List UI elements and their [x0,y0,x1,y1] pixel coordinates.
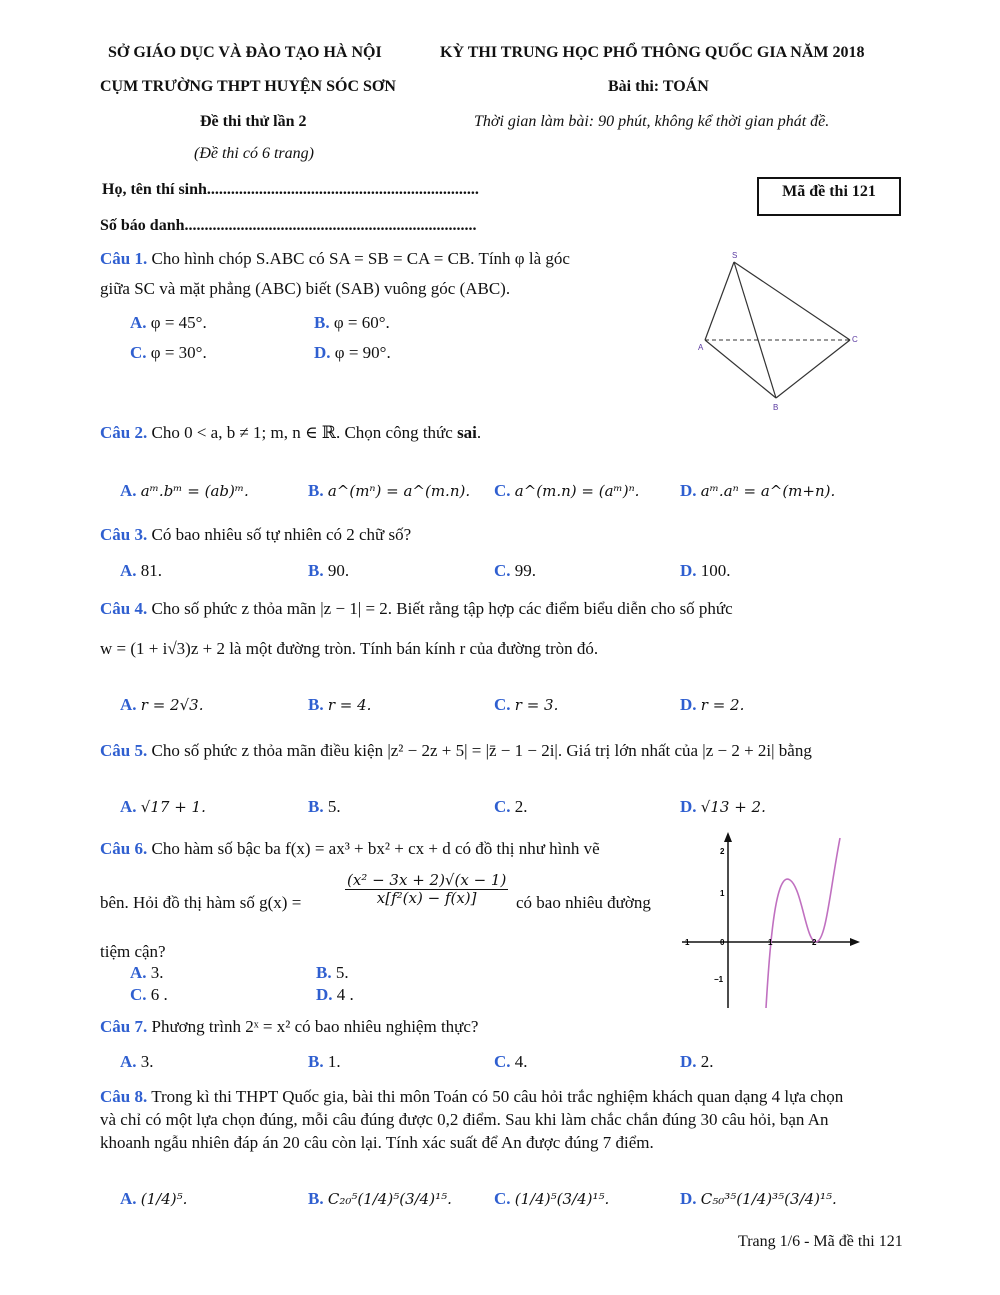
q4-option-d[interactable]: D. r = 2. [680,695,745,714]
q1-option-a[interactable]: A. φ = 45°. [130,313,207,332]
q3-number: Câu 3. [100,525,148,544]
q7-number: Câu 7. [100,1017,148,1036]
q8-text2: và chỉ có một lựa chọn đúng, mỗi câu đúng được 0,2 điểm. Sau khi làm chắc chắn đúng 30 câu hỏi, bạn An [100,1110,829,1129]
tick-x-1: 1 [685,938,690,947]
pyramid-figure [690,248,870,416]
q3-option-a[interactable]: A. 81. [120,561,163,580]
label-b: B [773,403,779,412]
q1-number: Câu 1. [100,249,148,268]
q6-fraction [345,872,508,906]
q2-text: Cho 0 < a, b ≠ 1; m, n ∈ ℝ. Chọn công thức [151,423,453,442]
label-c: C [852,335,858,344]
pages-note: (Đề thi có 6 trang) [194,145,314,162]
q7-option-a[interactable]: A. 3. [120,1052,154,1071]
q6-option-d[interactable]: D. 4 . [316,985,354,1004]
q7-option-c[interactable]: C. 4. [494,1052,528,1071]
q6-option-a[interactable]: A. 3. [130,963,164,982]
q6-option-c[interactable]: C. 6 . [130,985,168,1004]
q3-option-b[interactable]: B. 90. [308,561,350,580]
q8-line1 [100,1087,843,1107]
q2-option-c[interactable]: C. a^(m.n) = (aᵐ)ⁿ. [494,481,640,500]
q1-text2: giữa SC và mặt phẳng (ABC) biết (SAB) vuông góc (ABC). [100,279,511,298]
q6-text3: tiệm cận? [100,942,166,961]
page-footer: Trang 1/6 - Mã đề thi 121 [738,1233,903,1250]
q5-number: Câu 5. [100,741,148,760]
subject: Bài thi: TOÁN [608,78,709,95]
q1-option-c[interactable]: C. φ = 30°. [130,343,207,362]
q3-line [100,525,411,545]
q7-line [100,1017,478,1037]
q5-option-c[interactable]: C. 2. [494,797,528,816]
q2-option-d[interactable]: D. aᵐ.aⁿ = a^(m+n). [680,481,836,500]
q8-text1: Trong kì thi THPT Quốc gia, bài thi môn Toán có 50 câu hỏi trắc nghiệm khách quan dạng 4 lựa chọn [151,1087,844,1106]
q4-option-a[interactable]: A. r = 2√3. [120,695,204,714]
dept-name: SỞ GIÁO DỤC VÀ ĐÀO TẠO HÀ NỘI [108,44,382,61]
cluster-name: CỤM TRƯỜNG THPT HUYỆN SÓC SƠN [100,78,396,95]
q8-text3: khoanh ngẫu nhiên đáp án 20 câu còn lại. Tính xác suất để An được đúng 7 điểm. [100,1133,654,1152]
tick-y-1: −1 [714,975,724,984]
q4-number: Câu 4. [100,599,148,618]
label-s: S [732,251,738,260]
q4-option-c[interactable]: C. r = 3. [494,695,559,714]
q7-option-b[interactable]: B. 1. [308,1052,341,1071]
cubic-graph [680,830,860,1010]
q1-text1: Cho hình chóp S.ABC có SA = SB = CA = CB. Tính φ là góc [151,249,570,268]
id-field: Số báo danh......................................................................... [100,217,477,234]
q4-text2: w = (1 + i√3)z + 2 là một đường tròn. Tính bán kính r của đường tròn đó. [100,639,599,658]
q5-option-a[interactable]: A. √17 + 1. [120,797,206,816]
q8-option-a[interactable]: A. (1/4)⁵. [120,1189,188,1208]
q4-option-b[interactable]: B. r = 4. [308,695,372,714]
q8-option-d[interactable]: D. C₅₀³⁵(1/4)³⁵(3/4)¹⁵. [680,1189,837,1208]
exam-title: KỲ THI TRUNG HỌC PHỔ THÔNG QUỐC GIA NĂM 2018 [440,44,865,61]
q5-option-b[interactable]: B. 5. [308,797,341,816]
tick-x2: 2 [812,938,817,947]
q6-line1 [100,839,600,859]
time-note: Thời gian làm bài: 90 phút, không kể thời gian phát đề. [474,113,830,130]
q5-option-d[interactable]: D. √13 + 2. [680,797,766,816]
name-field: Họ, tên thí sinh.................................................................... [102,181,479,198]
q2-option-b[interactable]: B. a^(mⁿ) = a^(m.n). [308,481,471,500]
q1-option-d[interactable]: D. φ = 90°. [314,343,391,362]
q2-bold: sai [457,423,477,442]
q6-frac-den: x[f²(x) − f(x)] [376,888,477,907]
q2-line: Câu 2. Cho 0 < a, b ≠ 1; m, n ∈ ℝ. Chọn công thức sai. [100,423,482,442]
q3-option-d[interactable]: D. 100. [680,561,731,580]
q6-text2a: bên. Hỏi đồ thị hàm số g(x) = [100,893,302,912]
q3-option-c[interactable]: C. 99. [494,561,537,580]
q3-text: Có bao nhiêu số tự nhiên có 2 chữ số? [151,525,412,544]
q8-option-b[interactable]: B. C₂₀⁵(1/4)⁵(3/4)¹⁵. [308,1189,452,1208]
q7-text: Phương trình 2ˣ = x² có bao nhiêu nghiệm thực? [151,1017,479,1036]
q5-text: Cho số phức z thỏa mãn điều kiện |z² − 2z + 5| = |z̄ − 1 − 2i|. Giá trị lớn nhất của |z − 2 + 2i| bằng [151,741,812,760]
q4-line1 [100,599,733,619]
tick-origin: 0 [720,938,725,947]
q8-number: Câu 8. [100,1087,148,1106]
exam-round: Đề thi thử lần 2 [200,113,307,130]
q4-text1: Cho số phức z thỏa mãn |z − 1| = 2. Biết rằng tập hợp các điểm biểu diễn cho số phức [151,599,733,618]
q5-line [100,741,812,761]
q1-option-b[interactable]: B. φ = 60°. [314,313,390,332]
tick-y2: 2 [720,847,725,856]
q6-option-b[interactable]: B. 5. [316,963,349,982]
q6-text2b: có bao nhiêu đường [516,893,651,912]
q8-option-c[interactable]: C. (1/4)⁵(3/4)¹⁵. [494,1189,610,1208]
q7-option-d[interactable]: D. 2. [680,1052,714,1071]
tick-x1: 1 [768,938,773,947]
code-text: Mã đề thi 121 [782,183,876,200]
tick-y1: 1 [720,889,725,898]
q2-option-a[interactable]: A. aᵐ.bᵐ = (ab)ᵐ. [120,481,249,500]
code-box [757,177,901,216]
q1-line1 [100,249,570,269]
q6-number: Câu 6. [100,839,148,858]
q6-text1: Cho hàm số bậc ba f(x) = ax³ + bx² + cx + d có đồ thị như hình vẽ [151,839,600,858]
q2-number: Câu 2. [100,423,148,442]
label-a: A [698,343,704,352]
q6-frac-num: (x² − 3x + 2)√(x − 1) [347,871,507,889]
